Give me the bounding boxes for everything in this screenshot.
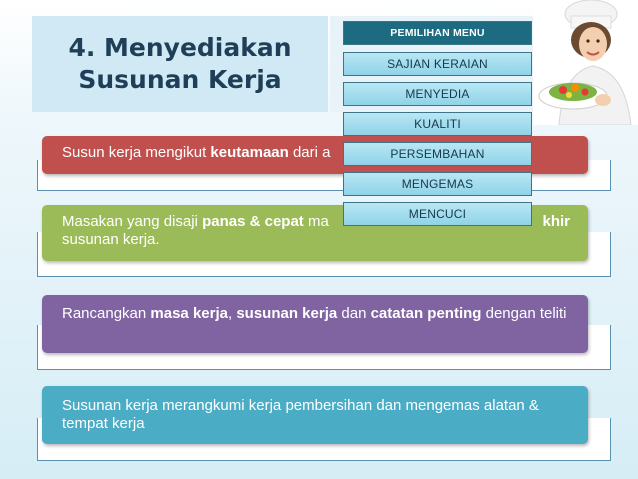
bar-2-text-a: Masakan yang disaji <box>62 213 203 230</box>
bar-3-text-g: dengan teliti <box>481 305 567 322</box>
bar-1-text-b: keutamaan <box>210 144 289 161</box>
menu-item-mencuci: MENCUCI <box>343 202 532 226</box>
bar-4-text: Susunan kerja merangkumi kerja pembersihan dan mengemas alatan & tempat kerja <box>62 397 539 432</box>
menu-header: PEMILIHAN MENU <box>343 21 532 45</box>
bar-2-text-c: ma <box>303 213 329 230</box>
bar-2-text-b: panas & cepat <box>202 213 304 230</box>
menu-item-sajian-keraian: SAJIAN KERAIAN <box>343 52 532 76</box>
menu-item-persembahan: PERSEMBAHAN <box>343 142 532 166</box>
menu-item-mengemas: MENGEMAS <box>343 172 532 196</box>
bar-3-text-a: Rancangkan <box>62 305 151 322</box>
point-bar-3 <box>42 295 588 353</box>
bar-3-text-b: masa kerja <box>150 305 228 322</box>
bar-2-text-e: susunan kerja. <box>62 231 160 248</box>
menu-item-kualiti: KUALITI <box>343 112 532 136</box>
bar-3-text-d: susunan kerja <box>236 305 338 322</box>
slide-title-box <box>32 16 328 112</box>
slide-title-line-2: Susunan Kerja <box>78 65 282 94</box>
bar-1-text-c: dari a <box>288 144 331 161</box>
point-bar-4 <box>42 386 588 444</box>
chef-illustration <box>533 0 638 125</box>
menu-item-menyedia: MENYEDIA <box>343 82 532 106</box>
bar-1-text-a: Susun kerja mengikut <box>62 144 211 161</box>
slide-title-line-1: 4. Menyediakan <box>68 33 292 62</box>
bar-3-text-c: , <box>227 305 237 322</box>
bar-2-text-d: khir <box>542 213 570 230</box>
bar-3-text-f: catatan penting <box>370 305 482 322</box>
bar-3-text-e: dan <box>337 305 371 322</box>
